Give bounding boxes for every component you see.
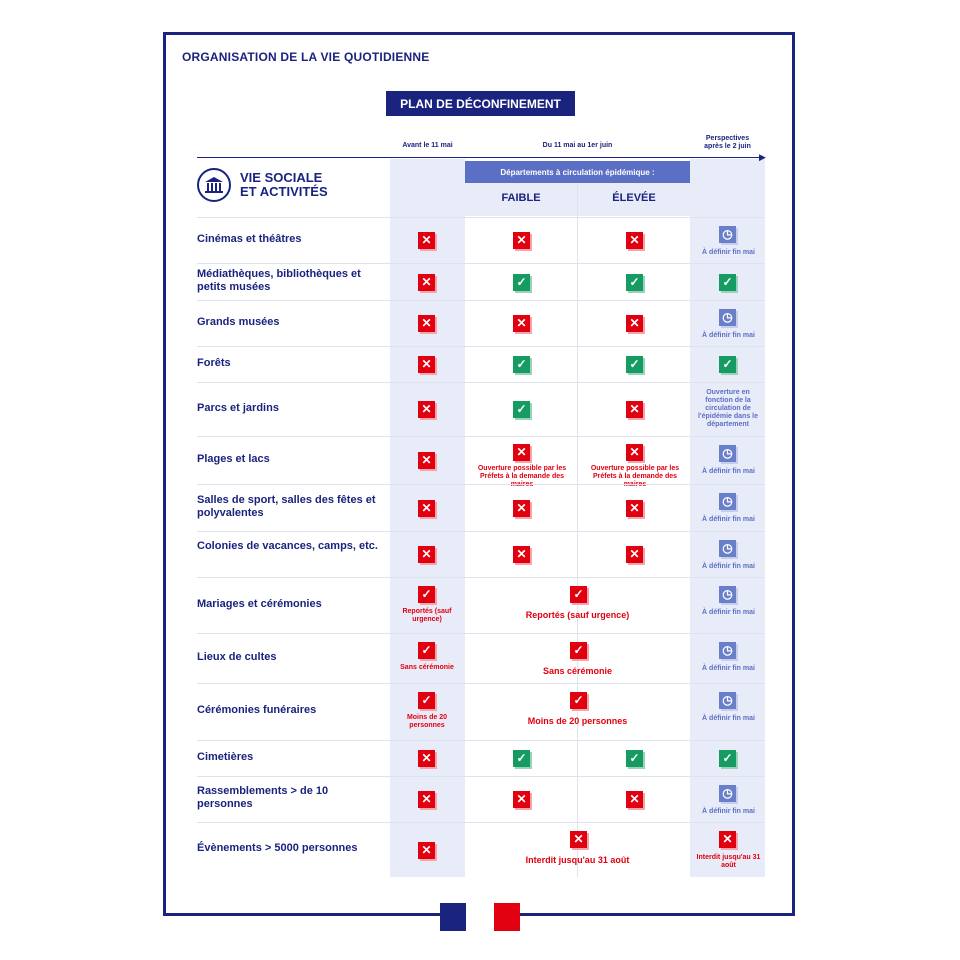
check-icon [719, 356, 736, 373]
clock-icon-glyph: ◷ [722, 446, 733, 460]
after-note: À définir fin mai [702, 808, 755, 815]
before-note: Sans cérémonie [400, 664, 454, 671]
cross-icon [513, 444, 530, 461]
clock-icon [719, 642, 736, 659]
table-row [197, 484, 765, 532]
check-icon [513, 750, 530, 767]
arrow-head-icon: ▶ [759, 152, 766, 162]
cross-icon-glyph: ✕ [629, 402, 640, 416]
cross-icon-glyph: ✕ [421, 453, 432, 467]
elevee-header: ÉLEVÉE [612, 192, 656, 204]
clock-icon [719, 586, 736, 603]
check-icon [513, 274, 530, 291]
after-note: Interdit jusqu'au 31 août [696, 854, 761, 869]
before-note: Reportés (sauf urgence) [402, 608, 452, 623]
cross-icon-glyph: ✕ [516, 547, 527, 561]
cross-icon [513, 791, 530, 808]
cross-icon [418, 546, 435, 563]
clock-icon [719, 540, 736, 557]
table-row [197, 531, 765, 578]
row-label: Salles de sport, salles des fêtes et polyvalentes [197, 493, 376, 519]
check-icon-glyph: ✓ [421, 587, 432, 601]
row-label: Cimetières [197, 750, 254, 763]
clock-icon-glyph: ◷ [722, 541, 733, 555]
faible-note: Ouverture possible par les Préfets à la demande des maires [477, 465, 567, 488]
elevee-note: Ouverture possible par les Préfets à la demande des maires [590, 465, 680, 488]
cross-icon [719, 831, 736, 848]
check-icon [513, 356, 530, 373]
row-label: Plages et lacs [197, 452, 270, 465]
clock-icon [719, 785, 736, 802]
row-label: Grands musées [197, 315, 280, 328]
cross-icon-glyph: ✕ [421, 751, 432, 765]
cross-icon [513, 500, 530, 517]
category-line2: ET ACTIVITÉS [240, 184, 328, 199]
check-icon [626, 274, 643, 291]
after-note: À définir fin mai [702, 516, 755, 523]
after-note: Ouverture en fonction de la circulation de l'épidémie dans le département [697, 389, 759, 428]
row-label: Mariages et cérémonies [197, 597, 322, 610]
table-row [197, 633, 765, 684]
cross-icon-glyph: ✕ [421, 274, 432, 289]
table-row [197, 683, 765, 741]
table-row [197, 822, 765, 878]
check-icon-glyph: ✓ [722, 274, 733, 289]
check-icon-glyph: ✓ [722, 751, 733, 765]
clock-icon-glyph: ◷ [722, 693, 733, 707]
cross-icon-glyph: ✕ [421, 402, 432, 416]
row-label: Colonies de vacances, camps, etc. [197, 540, 378, 552]
row-label: Cérémonies funéraires [197, 704, 317, 716]
building-columns-icon [197, 168, 231, 202]
period-note: Interdit jusqu'au 31 août [525, 855, 630, 865]
after-note: À définir fin mai [702, 332, 755, 339]
clock-icon [719, 493, 736, 510]
after-note: À définir fin mai [702, 468, 755, 475]
before-header: Avant le 11 mai [402, 142, 453, 149]
cross-icon [513, 546, 530, 563]
check-icon [418, 586, 435, 603]
check-icon [626, 356, 643, 373]
check-icon [719, 274, 736, 291]
section-title: ORGANISATION DE LA VIE QUOTIDIENNE [182, 50, 430, 64]
check-icon-glyph: ✓ [516, 357, 527, 371]
cross-icon-glyph: ✕ [629, 445, 640, 459]
category-line1: VIE SOCIALE [240, 170, 323, 185]
clock-icon-glyph: ◷ [722, 587, 733, 601]
perspective-header-line1: Perspectives [705, 135, 750, 142]
cross-icon [626, 546, 643, 563]
check-icon [513, 401, 530, 418]
check-icon-glyph: ✓ [573, 643, 584, 657]
logo-white-band [466, 903, 494, 931]
cross-icon-glyph: ✕ [629, 316, 640, 330]
table-row [197, 346, 765, 383]
row-label: Évènements > 5000 personnes [197, 842, 358, 854]
row-label: Parcs et jardins [197, 401, 279, 414]
cross-icon-glyph: ✕ [629, 233, 640, 247]
clock-icon [719, 226, 736, 243]
check-icon-glyph: ✓ [421, 693, 432, 707]
cross-icon-glyph: ✕ [421, 792, 432, 806]
cross-icon [418, 842, 435, 859]
cross-icon-glyph: ✕ [722, 832, 733, 846]
cross-icon [418, 500, 435, 517]
after-note: À définir fin mai [702, 563, 755, 570]
cross-icon [626, 791, 643, 808]
cross-icon [626, 401, 643, 418]
cross-icon-glyph: ✕ [516, 445, 527, 459]
faible-header: FAIBLE [501, 192, 541, 204]
cross-icon [418, 356, 435, 373]
period-note: Sans cérémonie [542, 666, 613, 676]
after-note: À définir fin mai [702, 665, 755, 672]
cross-icon [418, 232, 435, 249]
clock-icon [719, 692, 736, 709]
check-icon-glyph: ✓ [516, 751, 527, 765]
table-row [197, 382, 765, 437]
check-icon [570, 642, 587, 659]
check-icon-glyph: ✓ [629, 274, 640, 289]
cross-icon [418, 750, 435, 767]
cross-icon [418, 274, 435, 291]
row-label: Forêts [197, 356, 231, 369]
cross-icon-glyph: ✕ [421, 547, 432, 561]
check-icon-glyph: ✓ [573, 587, 584, 601]
cross-icon [626, 444, 643, 461]
clock-icon [719, 309, 736, 326]
check-icon-glyph: ✓ [722, 357, 733, 371]
clock-icon [719, 445, 736, 462]
cross-icon [626, 232, 643, 249]
check-icon [626, 750, 643, 767]
cross-icon-glyph: ✕ [573, 832, 584, 846]
timeline-arrow [197, 157, 762, 158]
cross-icon-glyph: ✕ [516, 316, 527, 330]
cross-icon [626, 500, 643, 517]
table-row [197, 776, 765, 823]
period-note: Moins de 20 personnes [527, 716, 628, 726]
cross-icon [570, 831, 587, 848]
table-row [197, 217, 765, 264]
check-icon-glyph: ✓ [629, 357, 640, 371]
check-icon [719, 750, 736, 767]
check-icon [418, 692, 435, 709]
cross-icon-glyph: ✕ [421, 842, 432, 857]
row-label: Lieux de cultes [197, 650, 277, 663]
category-title [240, 171, 350, 199]
period-header: Du 11 mai au 1er juin [542, 142, 613, 149]
after-note: À définir fin mai [702, 249, 755, 256]
table-row [197, 740, 765, 777]
cross-icon [418, 315, 435, 332]
before-note: Moins de 20 personnes [406, 714, 448, 729]
circulation-band: Départements à circulation épidémique : [465, 161, 690, 183]
check-icon [570, 692, 587, 709]
table-row [197, 577, 765, 634]
cross-icon [418, 791, 435, 808]
cross-icon-glyph: ✕ [629, 500, 640, 515]
check-icon-glyph: ✓ [573, 693, 584, 707]
period-note: Reportés (sauf urgence) [525, 610, 630, 620]
cross-icon [513, 315, 530, 332]
table-row [197, 300, 765, 347]
check-icon [570, 586, 587, 603]
clock-icon-glyph: ◷ [722, 227, 733, 241]
check-icon [418, 642, 435, 659]
cross-icon-glyph: ✕ [516, 792, 527, 806]
logo-blue-band [440, 903, 466, 931]
row-label: Médiathèques, bibliothèques et petits musées [197, 267, 361, 293]
after-note: À définir fin mai [702, 715, 755, 722]
table-row [197, 436, 765, 488]
logo-red-band [494, 903, 520, 931]
row-label: Rassemblements > de 10 personnes [197, 785, 329, 810]
cross-icon [418, 401, 435, 418]
clock-icon-glyph: ◷ [722, 643, 733, 657]
cross-icon-glyph: ✕ [421, 500, 432, 515]
perspective-header [690, 135, 765, 151]
clock-icon-glyph: ◷ [722, 494, 733, 508]
cross-icon-glyph: ✕ [516, 500, 527, 515]
cross-icon [418, 452, 435, 469]
cross-icon [513, 232, 530, 249]
cross-icon [626, 315, 643, 332]
cross-icon-glyph: ✕ [421, 233, 432, 247]
cross-icon-glyph: ✕ [421, 357, 432, 371]
clock-icon-glyph: ◷ [722, 310, 733, 324]
cross-icon-glyph: ✕ [516, 233, 527, 247]
check-icon-glyph: ✓ [629, 751, 640, 765]
check-icon-glyph: ✓ [421, 643, 432, 657]
cross-icon-glyph: ✕ [421, 316, 432, 330]
cross-icon-glyph: ✕ [629, 792, 640, 806]
category-header [197, 168, 350, 202]
check-icon-glyph: ✓ [516, 274, 527, 289]
table-row [197, 263, 765, 301]
plan-label: PLAN DE DÉCONFINEMENT [386, 91, 575, 116]
check-icon-glyph: ✓ [516, 402, 527, 416]
marianne-logo [440, 903, 520, 931]
row-label: Cinémas et théâtres [197, 232, 302, 245]
cross-icon-glyph: ✕ [629, 547, 640, 561]
after-note: À définir fin mai [702, 609, 755, 616]
perspective-header-line2: après le 2 juin [704, 143, 751, 150]
clock-icon-glyph: ◷ [722, 786, 733, 800]
